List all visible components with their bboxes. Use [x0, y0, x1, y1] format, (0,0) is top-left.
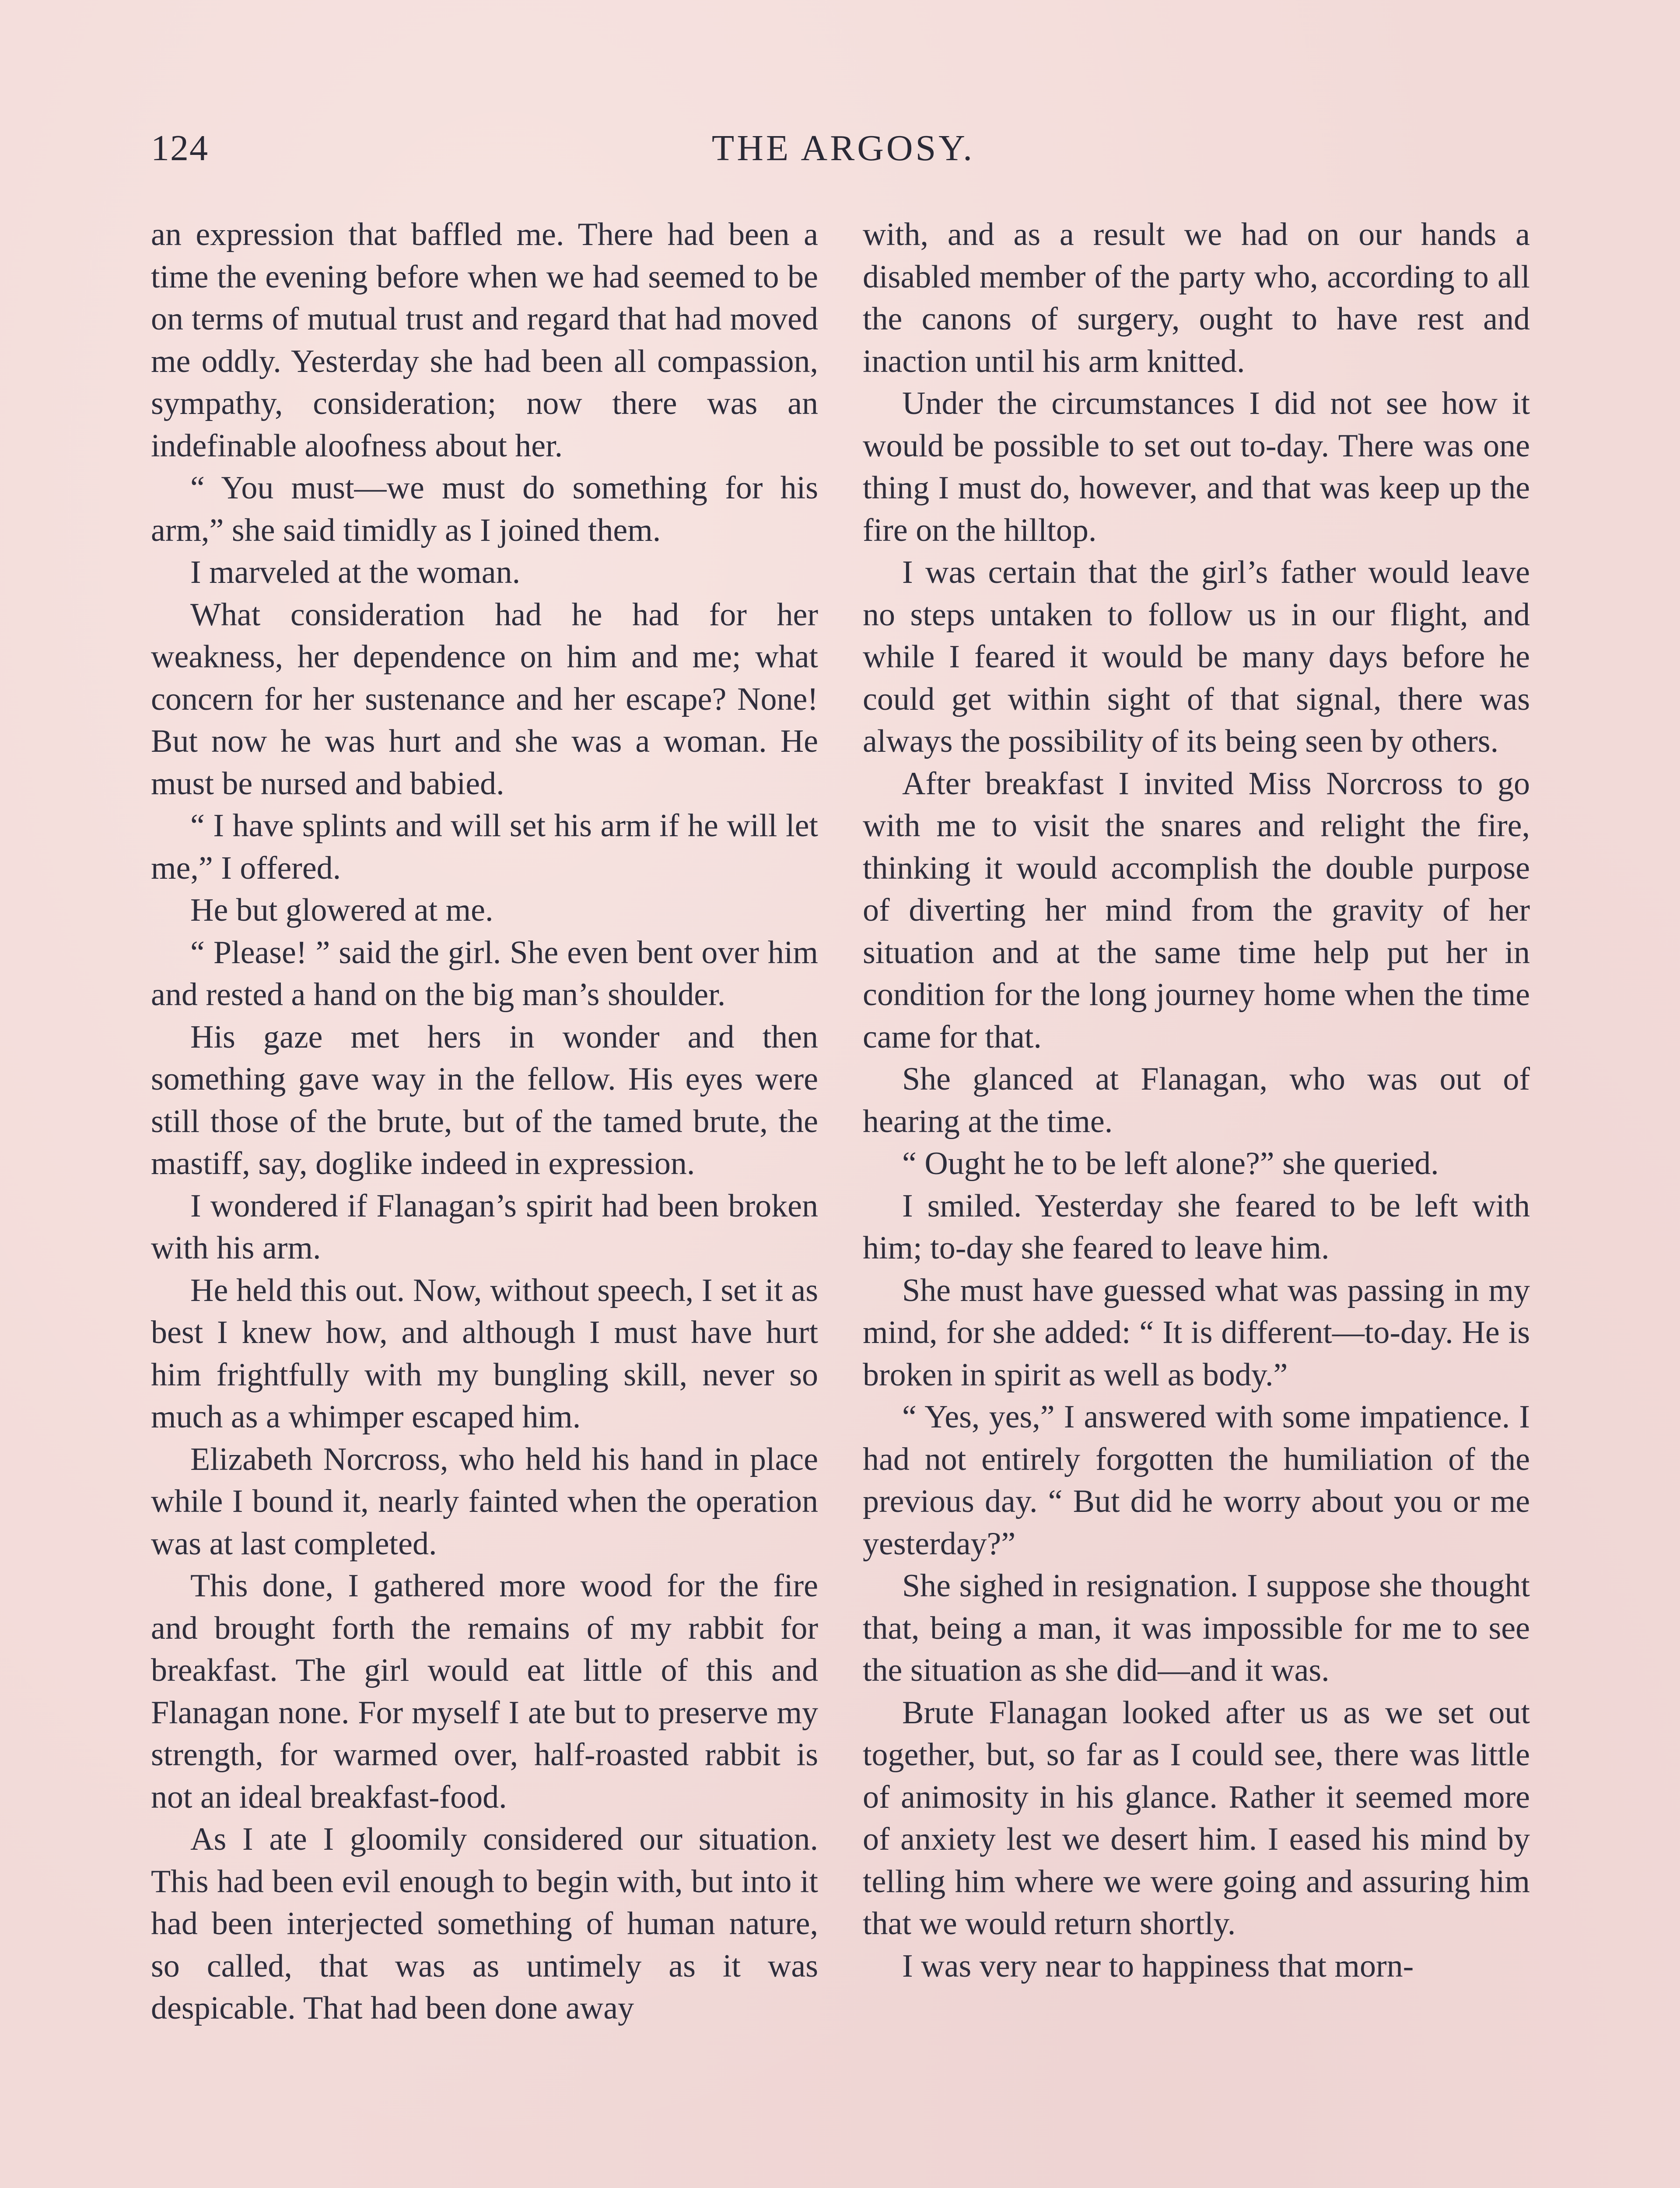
- paragraph: I wondered if Flanagan’s spirit had been broken with his arm.: [151, 1188, 818, 1266]
- paragraph: “ Ought he to be left alone?” she queried.: [902, 1146, 1439, 1182]
- paragraph: I smiled. Yesterday she feared to be left with him; to-day she feared to leave him.: [863, 1188, 1530, 1266]
- paragraph: “ Yes, yes,” I answered with some impatience. I had not entirely forgotten the humiliation of the previous day. “ But did he worry about you or me yesterday?”: [863, 1399, 1530, 1562]
- paragraph: He held this out. Now, without speech, I set it as best I knew how, and although I must have hurt him frightfully with my bungling skill, never so much as a whimper escaped him.: [151, 1272, 818, 1435]
- paragraph: “ I have splints and will set his arm if he will let me,” I offered.: [151, 808, 818, 886]
- paragraph: I marveled at the woman.: [190, 554, 521, 590]
- right-text-column: [863, 214, 1530, 1987]
- paragraph: This done, I gathered more wood for the fire and brought forth the remains of my rabbit for breakfast. The girl would eat little of this and Flanagan none. For myself I ate but to preserve my strength, for warmed over, half-roasted rabbit is not an ideal breakfast-food.: [151, 1568, 818, 1815]
- magazine-title: THE ARGOSY.: [711, 128, 975, 168]
- paragraph: What consideration had he had for her weakness, her dependence on him and me; what concern for her sustenance and her escape? None! But now he was hurt and she was a woman. He must be nursed and babied.: [151, 596, 818, 802]
- paragraph: His gaze met hers in wonder and then something gave way in the fellow. His eyes were still those of the brute, but of the tamed brute, the mastiff, say, doglike indeed in expression.: [151, 1019, 818, 1182]
- paragraph: with, and as a result we had on our hands a disabled member of the party who, according to all the canons of surgery, ought to have rest and inaction until his arm knitted.: [863, 217, 1530, 379]
- paragraph: He but glowered at me.: [190, 892, 494, 928]
- paragraph: She must have guessed what was passing in my mind, for she added: “ It is different—to-day. He is broken in spirit as well as body.”: [863, 1272, 1530, 1393]
- paragraph: “ You must—we must do something for his arm,” she said timidly as I joined them.: [151, 470, 818, 548]
- paragraph: She sighed in resignation. I suppose she thought that, being a man, it was impossible for me to see the situation as she did—and it was.: [863, 1568, 1530, 1688]
- paragraph: Under the circumstances I did not see how it would be possible to set out to-day. There was one thing I must do, however, and that was keep up the fire on the hilltop.: [863, 386, 1530, 548]
- page-number: 124: [151, 128, 209, 168]
- paragraph: an expression that baffled me. There had been a time the evening before when we had seemed to be on terms of mutual trust and regard that had moved me oddly. Yesterday she had been all compassion, sympathy, consideration; now there was an indefinable aloofness about her.: [151, 217, 818, 464]
- running-head: [151, 127, 1536, 179]
- paragraph: I was certain that the girl’s father would leave no steps untaken to follow us in our flight, and while I feared it would be many days before he could get within sight of that signal, there was always the possibility of its being seen by others.: [863, 554, 1530, 759]
- paragraph: Elizabeth Norcross, who held his hand in place while I bound it, nearly fainted when the operation was at last completed.: [151, 1441, 818, 1562]
- paragraph: She glanced at Flanagan, who was out of hearing at the time.: [863, 1061, 1530, 1140]
- paragraph: As I ate I gloomily considered our situation. This had been evil enough to begin with, but into it had been interjected something of human nature, so called, that was as untimely as it was despicable. That had been done away: [151, 1821, 818, 2026]
- paragraph: Brute Flanagan looked after us as we set out together, but, so far as I could see, there was little of animosity in his glance. Rather it seemed more of anxiety lest we desert him. I eased his mind by telling him where we were going and assuring him that we would return shortly.: [863, 1694, 1530, 1942]
- left-text-column: [151, 214, 818, 2030]
- paragraph: After breakfast I invited Miss Norcross to go with me to visit the snares and relight the fire, thinking it would accomplish the double purpose of diverting her mind from the gravity of her situation and at the same time help put her in condition for the long journey home when the time came for that.: [863, 765, 1530, 1055]
- paragraph: I was very near to happiness that morn-: [902, 1948, 1414, 1984]
- paragraph: “ Please! ” said the girl. She even bent over him and rested a hand on the big man’s shoulder.: [151, 934, 818, 1013]
